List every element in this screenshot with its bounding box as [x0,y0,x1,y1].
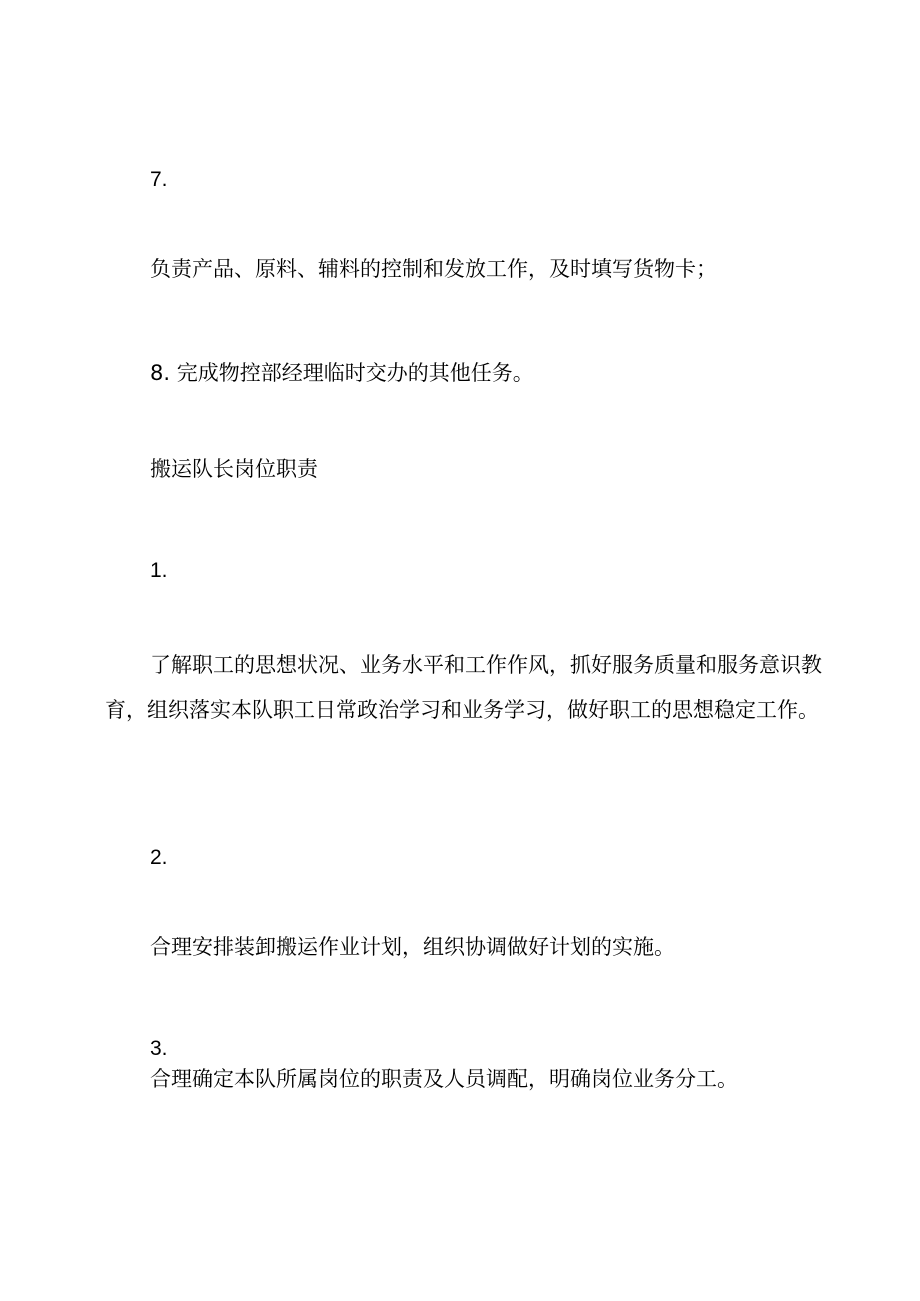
section-title: 搬运队长岗位职责 [150,457,318,481]
item-1-number: 1. [150,559,168,582]
item-8-text: 8. 完成物控部经理临时交办的其他任务。 [150,361,534,385]
item-1-text: 了解职工的思想状况、业务水平和工作作风，抓好服务质量和服务意识教育，组织落实本队职工日常政治学习和业务学习，做好职工的思想稳定工作。 [105,653,822,722]
item-3-number: 3. [150,1037,168,1060]
item-2-text: 合理安排装卸搬运作业计划，组织协调做好计划的实施。 [150,935,675,959]
item-3-text: 合理确定本队所属岗位的职责及人员调配，明确岗位业务分工。 [150,1067,738,1091]
item-7-text: 负责产品、原料、辅料的控制和发放工作，及时填写货物卡； [150,257,717,281]
item-7-number: 7. [150,168,168,191]
item-2-number: 2. [150,846,168,869]
